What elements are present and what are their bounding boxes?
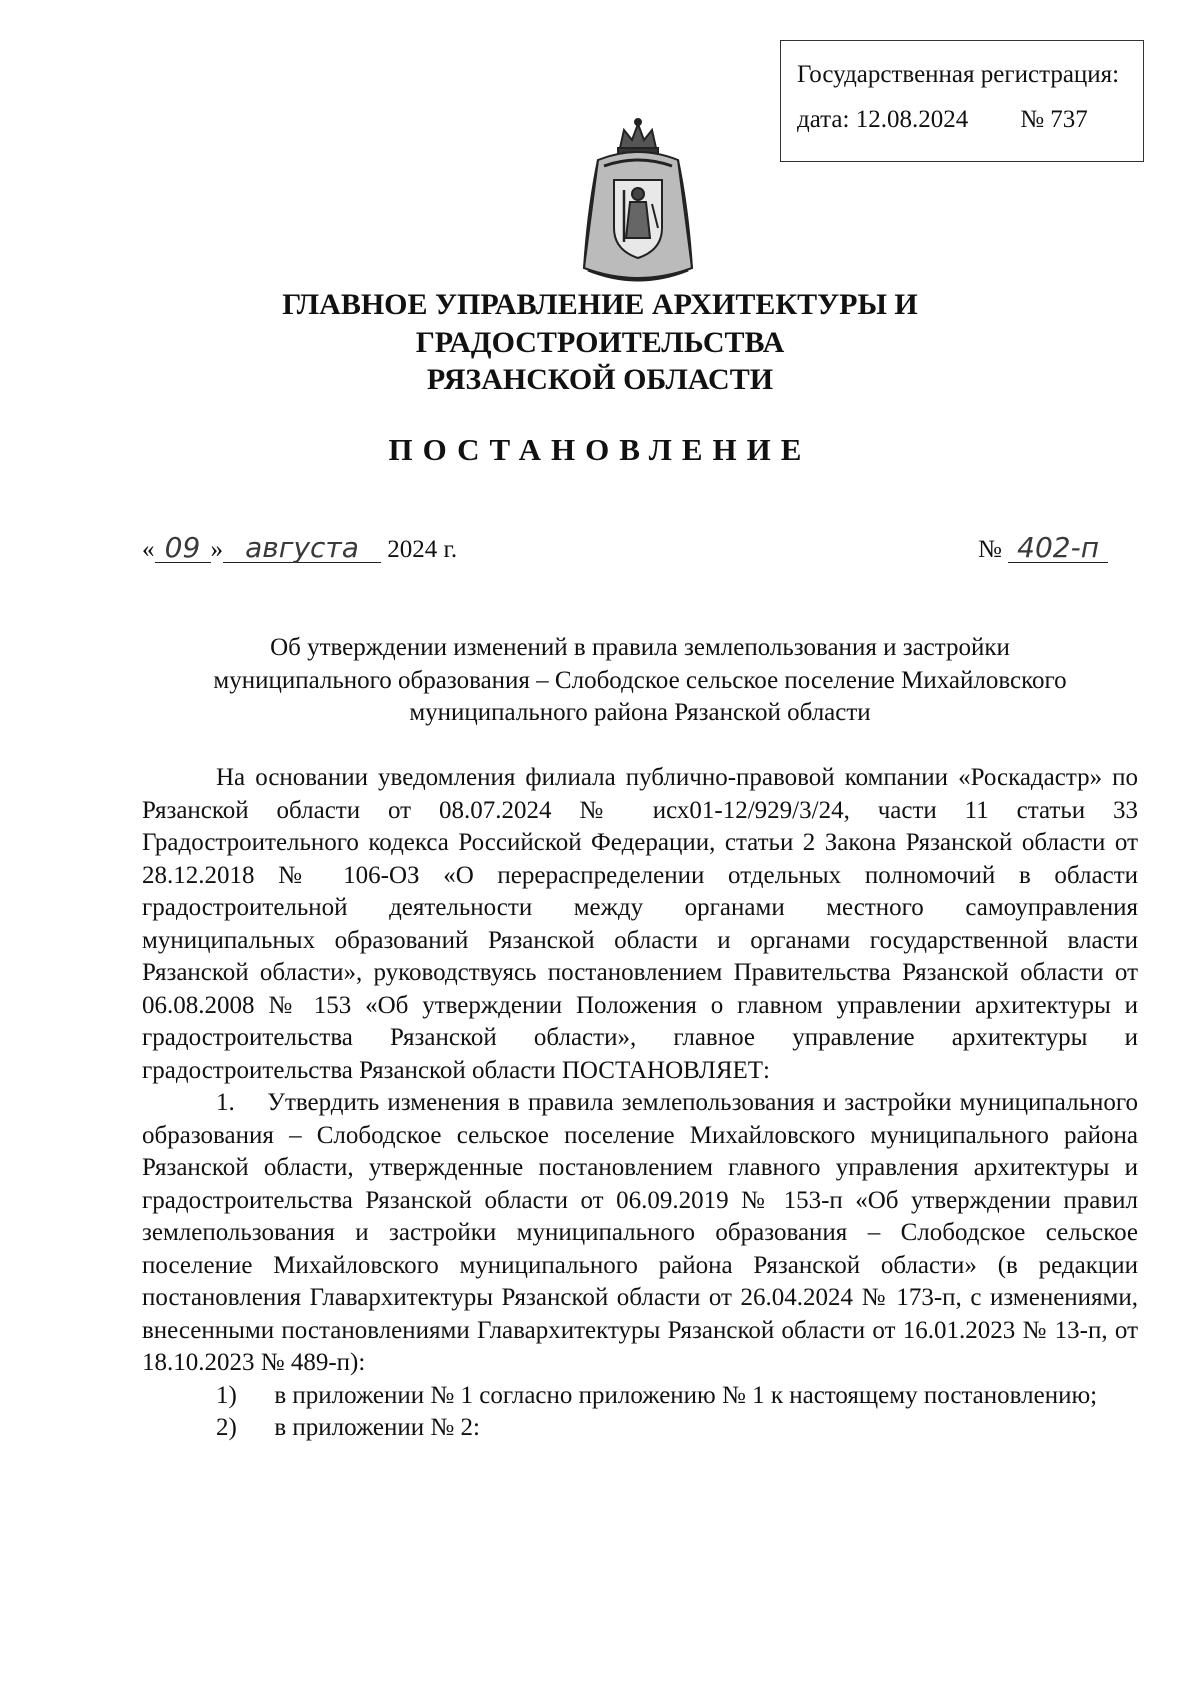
title-line-2: муниципального образования – Слободское сельское поселение Михайловского: [213, 666, 1067, 694]
date-month-handwritten: августа: [223, 534, 381, 563]
registration-date: дата: 12.08.2024: [797, 105, 969, 133]
document-title: [142, 632, 1138, 730]
document-date: [142, 531, 458, 564]
document-type: ПОСТАНОВЛЕНИЕ: [388, 432, 812, 467]
subitem-2-text: в приложении № 2:: [274, 1414, 480, 1441]
title-line-1: Об утверждении изменений в правила землепользования и застройки: [270, 634, 1010, 661]
subitem-1-text: в приложении № 1 согласно приложению № 1 к настоящему постановлению;: [274, 1381, 1098, 1409]
registration-number: № 737: [1020, 105, 1088, 133]
organization-line-2: РЯЗАНСКОЙ ОБЛАСТИ: [426, 363, 774, 396]
registration-details: [797, 104, 1127, 137]
date-close-quote: »: [210, 536, 223, 563]
date-day-handwritten: 09: [155, 534, 211, 563]
number-sign: №: [978, 536, 1002, 563]
subitem-1-paragraph: [142, 1380, 1138, 1413]
preamble-paragraph: На основании уведомления филиала публично-правовой компании «Роскадастр» по Рязанской области от 08.07.2024 № исх01-12/929/3/24, части 11 статьи 33 Градостроительного кодекса Российской Федерации, статьи 2 Закона Рязанской области от 28.12.2018 № 106-ОЗ «О перераспределении отдельных полномочий в области градостроительной деятельности между органами местного самоуправления муниципальных образований Рязанской области и органами государственной власти Рязанской области», руководствуясь постановлением Правительства Рязанской области от 06.08.2008 № 153 «Об утверждении Положения о главном управлении архитектуры и градостроительства Рязанской области», главное управление архитектуры и градостроительства Рязанской области ПОСТАНОВЛЯЕТ:: [142, 764, 1138, 1084]
document-body: [142, 762, 1138, 1445]
organization-line-1: ГЛАВНОЕ УПРАВЛЕНИЕ АРХИТЕКТУРЫ И ГРАДОСТРОИТЕЛЬСТВА: [282, 288, 918, 359]
organization-name: [100, 286, 1100, 399]
registration-stamp: [780, 40, 1144, 162]
subitem-2-number: 2): [216, 1414, 237, 1441]
ryazan-coat-of-arms-icon: [568, 118, 708, 294]
title-line-3: муниципального района Рязанской области: [409, 699, 871, 726]
item-1-number: 1.: [216, 1089, 235, 1116]
registration-title: Государственная регистрация:: [797, 61, 1120, 88]
number-handwritten: 402-п: [1008, 534, 1108, 563]
subitem-2-paragraph: [142, 1412, 1138, 1445]
subitem-1-number: 1): [216, 1381, 237, 1409]
document-number: [978, 531, 1108, 564]
date-year: 2024 г.: [387, 536, 458, 563]
item-1-text: Утвердить изменения в правила землепользования и застройки муниципального образования – Слободское сельское поселение Михайловского муниципального района Рязанской области, утвержденные постановлением главного управления архитектуры и градостроительства Рязанской области от 06.09.2019 № 153-п «Об утверждении правил землепользования и застройки муниципального образования – Слободское сельское поселение Михайловского муниципального района Рязанской области» (в редакции постановления Главархитектуры Рязанской области от 26.04.2024 № 173-п, с изменениями, внесенными постановлениями Главархитектуры Рязанской области от 16.01.2023 № 13-п, от 18.10.2023 № 489-п):: [142, 1089, 1139, 1376]
item-1-paragraph: [142, 1087, 1138, 1380]
date-open-quote: «: [142, 536, 155, 563]
